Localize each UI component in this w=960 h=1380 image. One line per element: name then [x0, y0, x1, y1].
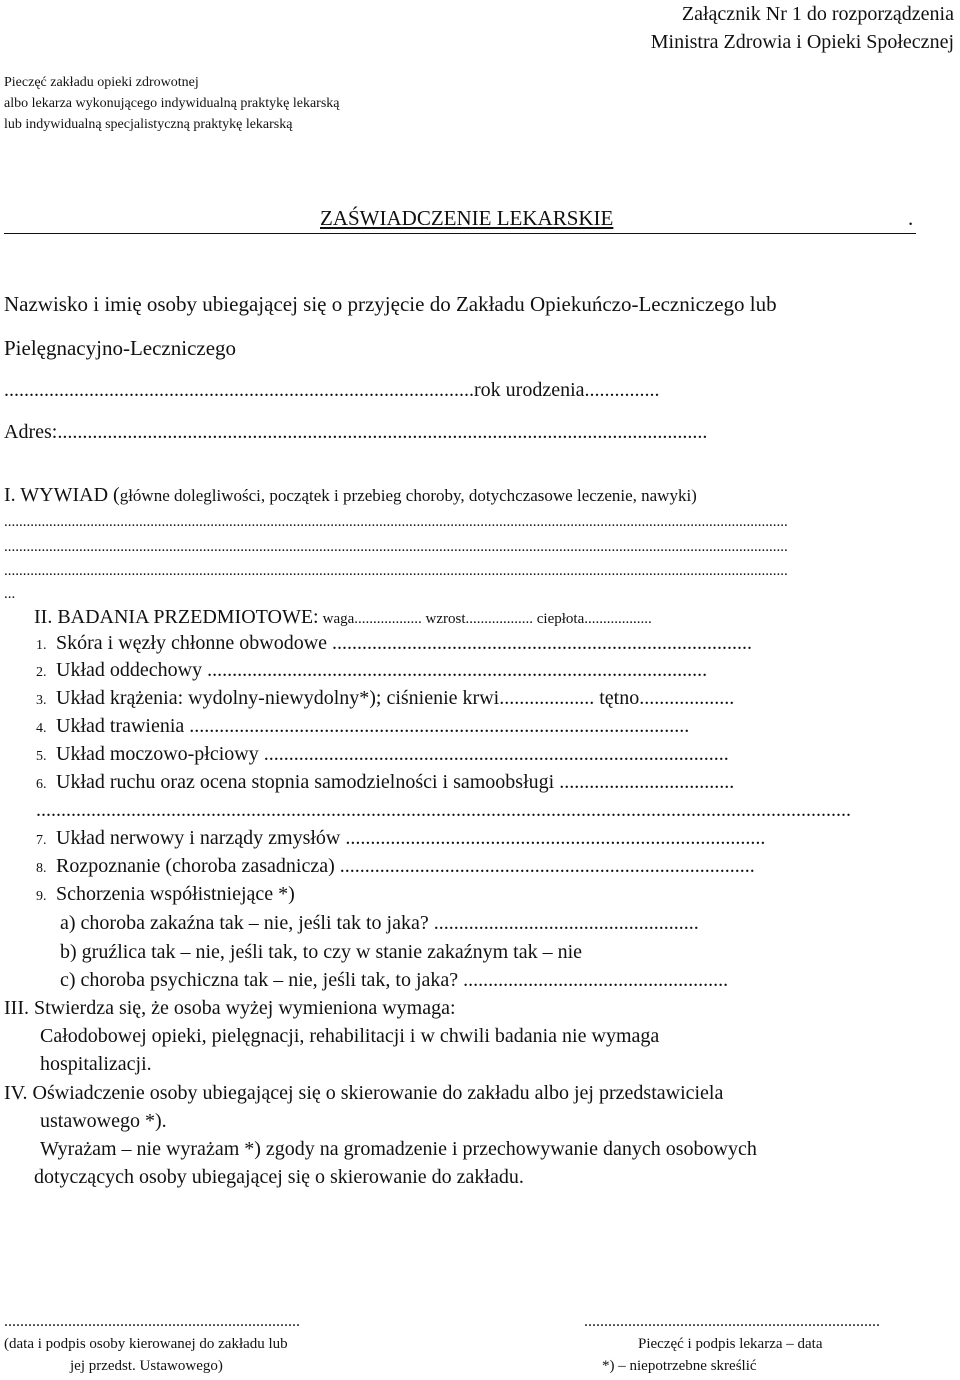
address-field[interactable]: Adres:.................................................................................................................................. — [4, 421, 708, 443]
item-number: 5. — [36, 749, 47, 764]
item-text: Układ krążenia: wydolny-niewydolny*); ciśnienie krwi................... tętno................... — [56, 687, 735, 709]
item-number: 8. — [36, 861, 47, 876]
annex-line-1: Załącznik Nr 1 do rozporządzenia — [681, 3, 954, 25]
exam-item-diagnosis[interactable] — [36, 855, 922, 878]
item-number: 2. — [36, 665, 47, 680]
section-3-line-1: Całodobowej opieki, pielęgnacji, rehabilitacji i w chwili badania nie wymaga — [40, 1025, 660, 1047]
patient-signature-caption: (data i podpis osoby kierowanej do zakładu lub — [4, 1336, 288, 1352]
item-text: Układ nerwowy i narządy zmysłów .................................................................................... — [56, 827, 766, 849]
section-2-heading — [34, 606, 652, 629]
history-line-1[interactable]: ................................................................................................................................................................................................................. — [4, 514, 788, 530]
exam-item-musculoskeletal-cont[interactable] — [36, 799, 922, 822]
stamp-line-2: albo lekarza wykonującego indywidualną praktykę lekarską — [4, 96, 340, 111]
exam-item-respiratory[interactable] — [36, 659, 922, 682]
exam-item-digestive[interactable] — [36, 715, 922, 738]
item-text: Układ trawienia .................................................................................................... — [56, 715, 690, 737]
exam-item-musculoskeletal[interactable] — [36, 771, 922, 794]
item-number: 9. — [36, 889, 47, 904]
patient-name-label-cont: Pielęgnacyjno-Leczniczego — [4, 336, 237, 360]
annex-line-2: Ministra Zdrowia i Opieki Społecznej — [650, 31, 954, 53]
section-4-heading: IV. Oświadczenie osoby ubiegającej się o skierowanie do zakładu albo jej przedstawiciela — [4, 1082, 724, 1104]
item-text: Rozpoznanie (choroba zasadnicza) ................................................................................... — [56, 855, 755, 877]
section-1-title: I. WYWIAD ( — [4, 484, 120, 506]
section-3-line-2: hospitalizacji. — [40, 1053, 152, 1075]
stamp-line-3: lub indywidualną specjalistyczną praktykę lekarską — [4, 117, 293, 132]
document-title: ZAŚWIADCZENIE LEKARSKIE — [320, 206, 614, 230]
item-text: Układ moczowo-płciowy ............................................................................................. — [56, 743, 729, 765]
vitals-fields[interactable]: waga.................. wzrost.................. ciepłota.................. — [322, 611, 652, 627]
doctor-signature-caption: Pieczęć i podpis lekarza – data — [638, 1336, 823, 1352]
item-number: 1. — [36, 638, 47, 653]
comorbidity-tuberculosis[interactable]: b) gruźlica tak – nie, jeśli tak, to czy w stanie zakaźnym tak – nie — [60, 941, 583, 963]
exam-item-nervous[interactable] — [36, 827, 922, 850]
item-text: Skóra i węzły chłonne obwodowe .................................................................................... — [56, 632, 753, 654]
history-line-4[interactable]: ... — [4, 586, 16, 602]
consent-statement: Wyrażam – nie wyrażam *) zgody na gromadzenie i przechowywanie danych osobowych — [40, 1138, 757, 1160]
title-rule — [4, 233, 916, 234]
item-number: 6. — [36, 777, 47, 792]
annex-reference — [651, 0, 954, 56]
patient-name-field[interactable]: ..............................................................................................rok urodzenia............... — [4, 379, 660, 401]
section-2-title: II. BADANIA PRZEDMIOTOWE: — [34, 606, 319, 628]
item-text: Układ oddechowy .................................................................................................... — [56, 659, 708, 681]
exam-item-urogenital[interactable] — [36, 743, 922, 766]
stamp-line-1: Pieczęć zakładu opieki zdrowotnej — [4, 75, 199, 90]
item-number: 4. — [36, 721, 47, 736]
item-number: 3. — [36, 693, 47, 708]
exam-item-skin[interactable] — [36, 632, 922, 655]
comorbidity-psychiatric[interactable]: c) choroba psychiczna tak – nie, jeśli tak, to jaka? ..................................................... — [60, 969, 729, 991]
section-1-heading — [4, 484, 697, 507]
section-1-detail: główne dolegliwości, początek i przebieg choroby, dotychczasowe leczenie, nawyki) — [119, 486, 697, 505]
title-trailing-dot: . — [908, 206, 914, 230]
institution-stamp-label — [4, 72, 339, 135]
item-text: ................................................................................................................................................................... — [36, 799, 851, 821]
item-text: Schorzenia współistniejące *) — [56, 883, 295, 905]
history-line-2[interactable]: ................................................................................................................................................................................................................. — [4, 539, 788, 555]
item-text: Układ ruchu oraz ocena stopnia samodzielności i samoobsługi ................................... — [56, 771, 735, 793]
section-3-heading: III. Stwierdza się, że osoba wyżej wymieniona wymaga: — [4, 997, 456, 1019]
patient-signature-caption-cont: jej przedst. Ustawowego) — [70, 1358, 223, 1374]
exam-item-comorbidities — [36, 883, 295, 906]
exam-item-circulatory[interactable] — [36, 687, 922, 710]
section-4-line-1: ustawowego *). — [40, 1110, 167, 1132]
patient-name-label: Nazwisko i imię osoby ubiegającej się o przyjęcie do Zakładu Opiekuńczo-Leczniczego lub — [4, 292, 777, 316]
footnote-strike-out: *) – niepotrzebne skreślić — [602, 1358, 757, 1374]
consent-statement-cont: dotyczących osoby ubiegającej się o skierowanie do zakładu. — [34, 1166, 524, 1188]
patient-signature-line[interactable]: .......................................................................... — [4, 1313, 300, 1330]
doctor-signature-line[interactable]: .......................................................................... — [584, 1313, 880, 1330]
item-number: 7. — [36, 833, 47, 848]
history-line-3[interactable]: ................................................................................................................................................................................................................. — [4, 563, 788, 579]
comorbidity-infectious[interactable]: a) choroba zakaźna tak – nie, jeśli tak to jaka? ..................................................... — [60, 912, 699, 934]
